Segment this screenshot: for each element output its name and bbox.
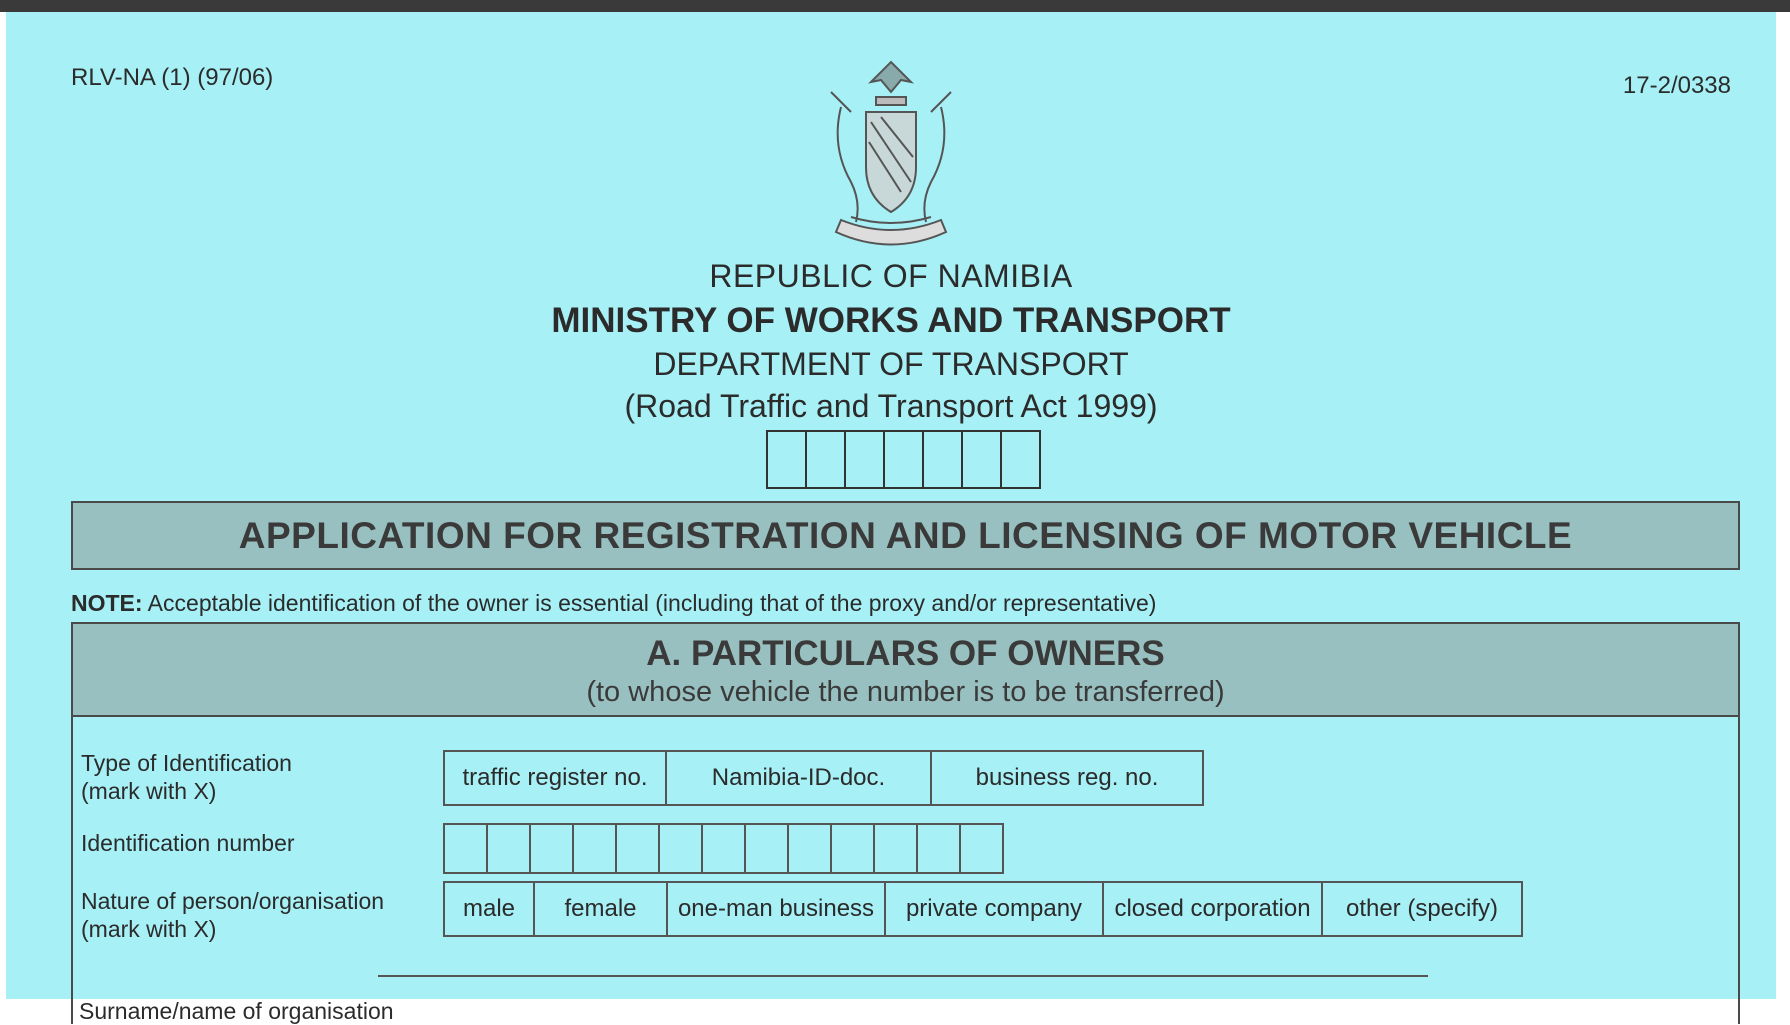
id-number-label: Identification number [81,830,295,856]
id-type-options [445,750,1204,806]
digit-box[interactable] [805,430,846,489]
note-text: Acceptable identification of the owner is essential (including that of the proxy and/or representative) [142,590,1157,616]
nature-label-line2: (mark with X) [81,916,217,942]
department-heading: DEPARTMENT OF TRANSPORT [653,346,1129,382]
nature-label-line1: Nature of person/organisation [81,888,385,914]
viewer-top-edge [0,0,1790,12]
option-traffic-register[interactable]: traffic register no. [443,750,667,806]
option-namibia-id[interactable]: Namibia-ID-doc. [665,750,932,806]
id-digit-box[interactable] [658,823,703,874]
note-prefix: NOTE: [71,590,143,616]
owner-id-note [71,590,1156,617]
option-one-man-business[interactable]: one-man business [666,881,886,937]
option-business-reg[interactable]: business reg. no. [930,750,1204,806]
option-private-company[interactable]: private company [884,881,1104,937]
specify-line[interactable] [378,975,1428,977]
nature-label [81,887,384,943]
digit-box[interactable] [1000,430,1041,489]
coat-of-arms-icon [801,52,981,252]
id-digit-box[interactable] [959,823,1004,874]
section-a-owners [71,622,1740,1024]
option-male[interactable]: male [443,881,535,937]
id-digit-box[interactable] [529,823,574,874]
id-digit-box[interactable] [443,823,488,874]
form-code: RLV-NA (1) (97/06) [71,64,274,91]
id-digit-box[interactable] [744,823,789,874]
id-digit-box[interactable] [873,823,918,874]
office-number-boxes [768,430,1041,489]
digit-box[interactable] [961,430,1002,489]
form-page [6,12,1776,1024]
option-other-specify[interactable]: other (specify) [1321,881,1523,937]
section-a-header [73,624,1738,717]
act-heading: (Road Traffic and Transport Act 1999) [624,388,1158,424]
id-type-label-line2: (mark with X) [81,778,217,804]
digit-box[interactable] [766,430,807,489]
option-female[interactable]: female [533,881,668,937]
digit-box[interactable] [844,430,885,489]
digit-box[interactable] [883,430,924,489]
id-digit-box[interactable] [615,823,660,874]
id-digit-box[interactable] [787,823,832,874]
id-digit-box[interactable] [916,823,961,874]
nature-options [445,881,1523,937]
ministry-heading: MINISTRY OF WORKS AND TRANSPORT [551,301,1231,340]
section-a-subtitle: (to whose vehicle the number is to be transferred) [586,676,1225,708]
digit-box[interactable] [922,430,963,489]
form-title: APPLICATION FOR REGISTRATION AND LICENSING OF MOTOR VEHICLE [71,501,1740,570]
reference-number: 17-2/0338 [1622,72,1731,99]
id-digit-box[interactable] [830,823,875,874]
id-digit-box[interactable] [486,823,531,874]
id-digit-box[interactable] [572,823,617,874]
id-number-boxes [445,823,1004,874]
country-heading: REPUBLIC OF NAMIBIA [709,258,1073,294]
id-digit-box[interactable] [701,823,746,874]
id-type-label-line1: Type of Identification [81,750,292,776]
id-type-label [81,749,292,805]
option-closed-corporation[interactable]: closed corporation [1102,881,1323,937]
section-a-title: A. PARTICULARS OF OWNERS [646,634,1165,673]
surname-label: Surname/name of organisation [79,998,394,1024]
